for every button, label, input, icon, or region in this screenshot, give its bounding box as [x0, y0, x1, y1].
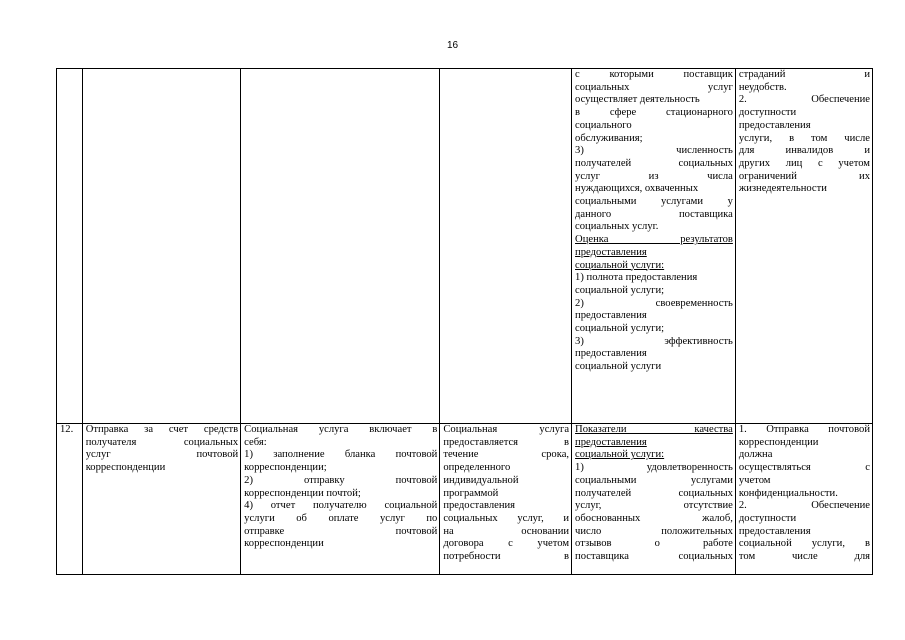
text-line: услуг из числа	[575, 170, 733, 182]
text-line: 12.	[60, 424, 74, 435]
service-description-cell	[241, 424, 440, 575]
service-conditions-cell	[735, 69, 872, 424]
text-line: для инвалидов и	[738, 145, 870, 157]
text-line: течение срока,	[443, 449, 570, 461]
text-line: социальными услугами у	[575, 196, 733, 208]
text-line: социальной услуги;	[575, 284, 665, 296]
text-line: корреспонденции	[85, 462, 166, 474]
service-terms-cell	[440, 424, 572, 575]
text-line: социальной услуги:	[575, 449, 665, 461]
text-line: корреспонденции	[244, 538, 324, 550]
text-line: программой	[443, 487, 499, 499]
text-line: доступности	[738, 512, 797, 524]
text-line: обслуживания;	[575, 132, 643, 144]
row-number-cell	[57, 424, 83, 575]
service-description-cell	[241, 69, 440, 424]
text-line: предоставления	[575, 246, 647, 258]
text-line: 3) эффективность	[575, 335, 733, 347]
text-line: социальной услуги;	[575, 323, 665, 335]
text-line: социальных услуг	[575, 81, 733, 93]
text-line: предоставления	[738, 525, 811, 537]
text-line: потребности в	[443, 551, 570, 563]
text-line: отправке почтовой	[244, 525, 438, 537]
text-line: число положительных	[575, 525, 733, 537]
text-line: получателей социальных	[575, 157, 733, 169]
text-line: предоставления	[575, 310, 647, 322]
text-line: предоставления	[575, 348, 647, 360]
text-line: 2) своевременность	[575, 297, 733, 309]
text-line: Показатели качества	[575, 424, 733, 435]
text-line: Социальная услуга включает в	[244, 424, 438, 435]
text-line: с которыми поставщик	[575, 69, 733, 80]
text-line: поставщика социальных	[575, 551, 733, 563]
text-line: других лиц с учетом	[738, 157, 870, 169]
text-line: Социальная услуга	[443, 424, 570, 435]
text-line: определенного	[443, 462, 511, 474]
text-line: 3) численность	[575, 145, 733, 157]
text-line: индивидуальной	[443, 474, 519, 486]
text-line: конфиденциальности.	[738, 487, 838, 499]
text-line: Отправка за счет средств	[85, 424, 239, 435]
text-line: предоставления	[575, 436, 647, 448]
service-name-cell	[82, 424, 240, 575]
text-line: данного поставщика	[575, 208, 733, 220]
text-line: корреспонденции почтой;	[244, 487, 361, 499]
text-line: 1) удовлетворенность	[575, 462, 733, 474]
text-line: страданий и	[738, 69, 870, 80]
text-line: предоставления	[443, 500, 516, 512]
quality-indicators-cell	[572, 69, 736, 424]
text-line: услуги, в том числе	[738, 132, 870, 144]
text-line: предоставляется в	[443, 436, 570, 448]
page-number: 16	[446, 40, 459, 51]
text-line: 2. Обеспечение	[738, 500, 870, 512]
text-line: социальных услуг.	[575, 221, 659, 233]
text-line: нуждающихся, охваченных	[575, 183, 699, 195]
text-line: осуществляет деятельность	[575, 94, 700, 106]
text-line: социальных услуг, и	[443, 512, 570, 524]
text-line: должна	[738, 449, 773, 461]
text-line: корреспонденции	[738, 436, 819, 448]
text-line: ограничений их	[738, 170, 870, 182]
text-line: услуг, отсутствие	[575, 500, 733, 512]
text-line: Оценка результатов	[575, 234, 733, 246]
text-line: 1) полнота предоставления	[575, 272, 698, 284]
text-line: 2) отправку почтовой	[244, 474, 438, 486]
text-line: 1. Отправка почтовой	[738, 424, 870, 435]
service-conditions-cell	[735, 424, 872, 575]
text-line: 1) заполнение бланка почтовой	[244, 449, 438, 461]
text-line: социальной услуги:	[575, 259, 665, 271]
text-line: социальной услуги, в	[738, 538, 870, 550]
table-row	[57, 424, 873, 575]
text-line: социального	[575, 119, 632, 131]
text-line: 4) отчет получателю социальной	[244, 500, 438, 512]
text-line: на основании	[443, 525, 570, 537]
text-line: получателей социальных	[575, 487, 733, 499]
text-line: учетом	[738, 474, 771, 486]
text-line: социальными услугами	[575, 474, 733, 486]
table-row	[57, 69, 873, 424]
text-line: отзывов о работе	[575, 538, 733, 550]
quality-indicators-cell	[572, 424, 736, 575]
text-line: доступности	[738, 107, 797, 119]
row-number-cell	[57, 69, 83, 424]
text-line: себя:	[244, 436, 267, 448]
text-line: осуществляться с	[738, 462, 870, 474]
text-line: том числе для	[738, 551, 870, 563]
text-line: предоставления	[738, 119, 811, 131]
text-line: получателя социальных	[85, 436, 239, 448]
text-line: социальной услуги	[575, 361, 662, 373]
text-line: услуг почтовой	[85, 449, 239, 461]
service-terms-cell	[440, 69, 572, 424]
text-line: в сфере стационарного	[575, 107, 733, 119]
text-line: жизнедеятельности	[738, 183, 827, 195]
text-line: неудобств.	[738, 81, 787, 93]
text-line: услуги об оплате услуг по	[244, 512, 438, 524]
text-line: корреспонденции;	[244, 462, 327, 474]
service-name-cell	[82, 69, 240, 424]
text-line: договора с учетом	[443, 538, 570, 550]
text-line: обоснованных жалоб,	[575, 512, 733, 524]
text-line: 2. Обеспечение	[738, 94, 870, 106]
services-table	[56, 68, 873, 575]
